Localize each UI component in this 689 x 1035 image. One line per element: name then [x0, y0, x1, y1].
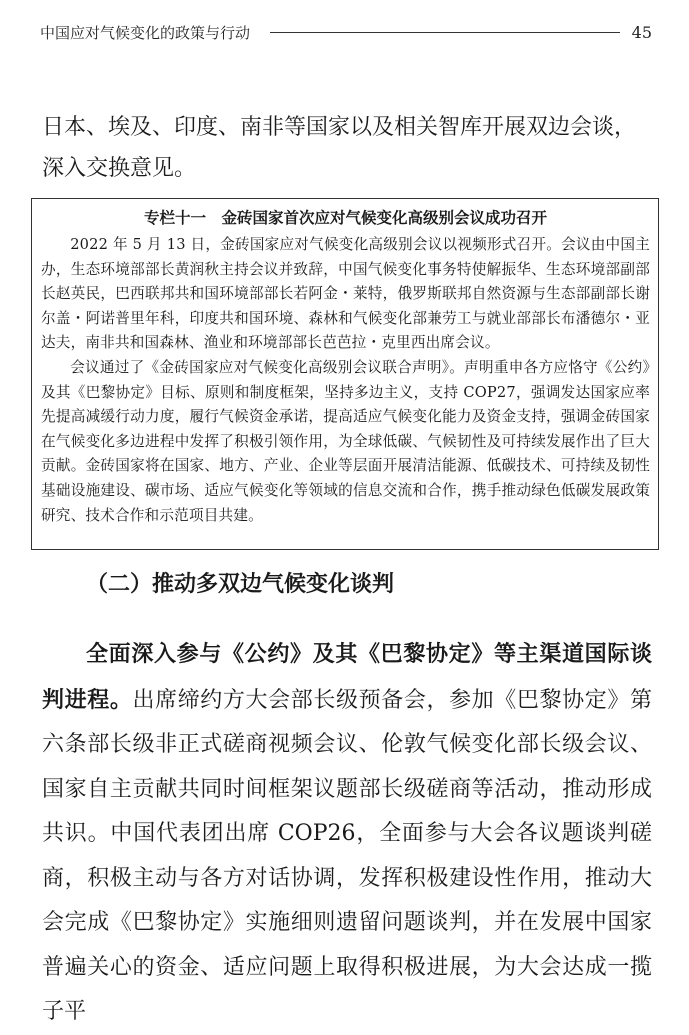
- box-title: 专栏十一 金砖国家首次应对气候变化高级别会议成功召开: [143, 209, 547, 227]
- running-header: [40, 20, 652, 44]
- intro-paragraph: 日本、埃及、印度、南非等国家以及相关智库开展双边会谈，深入交换意见。: [42, 115, 637, 181]
- header-title: 中国应对气候变化的政策与行动: [40, 23, 251, 42]
- sidebar-box: [31, 198, 659, 550]
- section-body-text: 出席缔约方大会部长级预备会，参加《巴黎协定》第六条部长级非正式磋商视频会议、伦敦气候变化部长级会议、国家自主贡献共同时间框架议题部长级磋商等活动，推动形成共识。中国代表团出席 COP26，全面参与大会各议题谈判磋商，积极主动与各方对话协调，发挥积极建设性作用，推动大会完成《巴黎协定》实施细则遗留问题谈判，并在发展中国家普遍关心的资金、适应问题上取得积极进展，为大会达成一揽子平: [42, 687, 652, 1024]
- section-heading: （二）推动多双边气候变化谈判: [86, 572, 395, 597]
- page-number: 45: [631, 22, 652, 42]
- header-rule: [270, 32, 620, 33]
- box-paragraph-1: 2022 年 5 月 13 日，金砖国家应对气候变化高级别会议以视频形式召开。会议由中国主办，生态环境部部长黄润秋主持会议并致辞，中国气候变化事务特使解振华、生态环境部副部长赵英民，巴西联邦共和国环境部部长若阿金・莱特，俄罗斯联邦自然资源与生态部副部长谢尔盖・阿诺普里年科，印度共和国环境、森林和气候变化部兼劳工与就业部部长布潘德尔・亚达夫，南非共和国森林、渔业和环境部部长芭芭拉・克里西出席会议。: [41, 236, 650, 352]
- box-paragraph-2: 会议通过了《金砖国家应对气候变化高级别会议联合声明》。声明重申各方应恪守《公约》及其《巴黎协定》目标、原则和制度框架，坚持多边主义，支持 COP27，强调发达国家应率先提高减缓行动力度，履行气候资金承诺，提高适应气候变化能力及资金支持，强调金砖国家在气候变化多边进程中发挥了积极引领作用，为全球低碳、气候韧性及可持续发展作出了巨大贡献。金砖国家将在国家、地方、产业、企业等层面开展清洁能源、低碳技术、可持续及韧性基础设施建设、碳市场、适应气候变化等领域的信息交流和合作，携手推动绿色低碳发展政策研究、技术合作和示范项目共建。: [41, 358, 650, 524]
- section-paragraph: [42, 632, 652, 1035]
- section-lead-sentence: 全面深入参与《公约》及其《巴黎协定》等主渠道国际谈判进程。: [42, 641, 652, 713]
